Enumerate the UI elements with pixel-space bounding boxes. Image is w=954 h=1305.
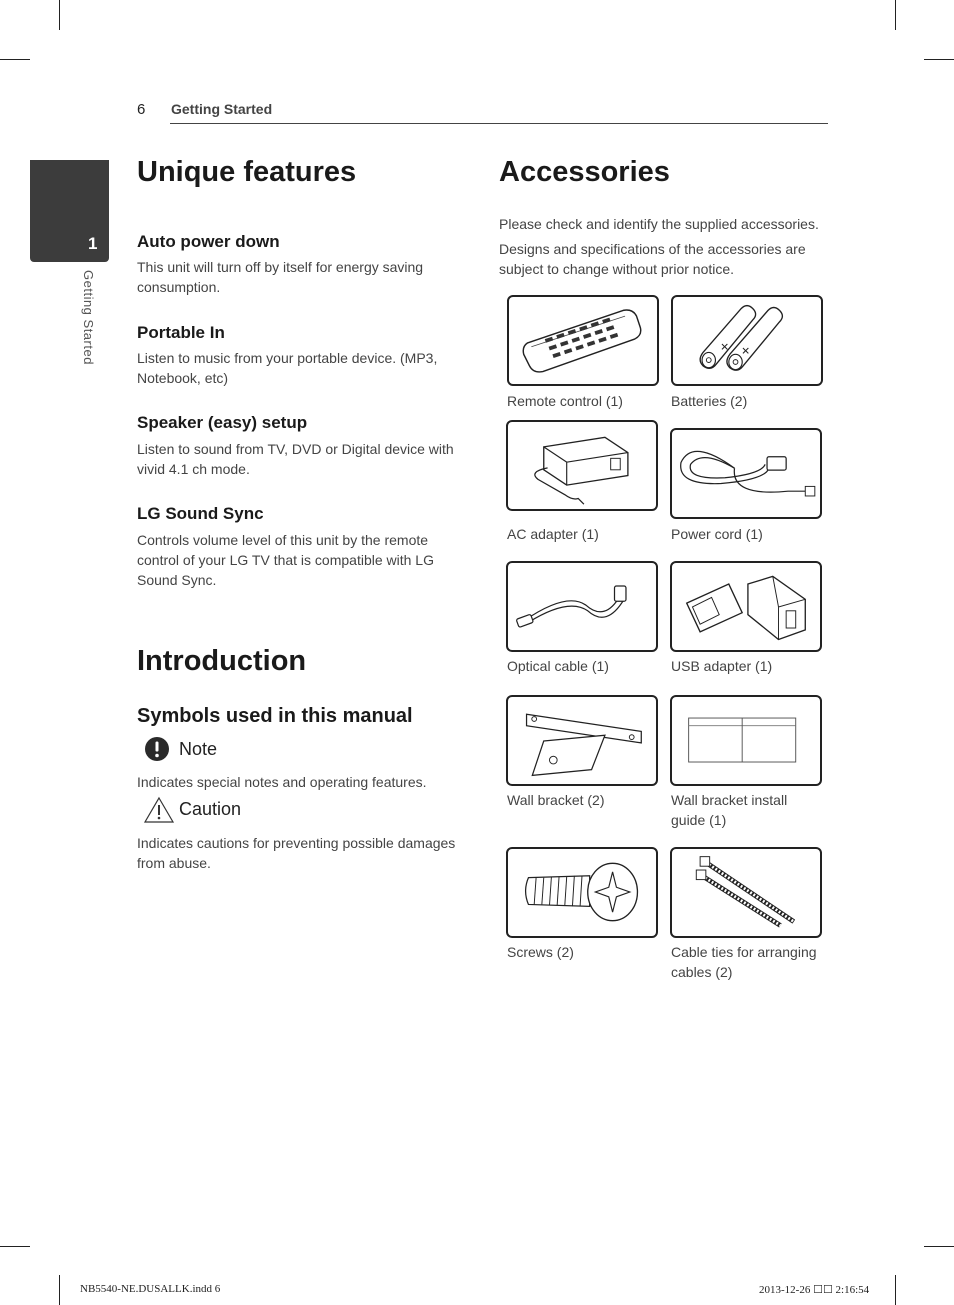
feature-auto-power-down: [137, 232, 467, 297]
accessory-image-usb-adapter: [670, 561, 822, 652]
svg-text:✕: ✕: [741, 345, 751, 358]
note-label: Note: [179, 739, 218, 759]
header-rule: [170, 123, 828, 124]
footer-file-name: NB5540-NE.DUSALLK.indd 6: [80, 1283, 221, 1295]
accessory-image-remote-control: [507, 295, 659, 386]
feature-text: Listen to music from your portable device. (MP3, Notebook, etc): [137, 350, 438, 386]
chapter-number: 1: [88, 234, 98, 253]
wall-bracket-icon: [508, 697, 656, 784]
feature-speaker-setup: [137, 413, 467, 479]
note-text: Indicates special notes and operating features.: [137, 774, 427, 790]
crop-mark: [0, 1246, 30, 1247]
accessories-intro-1: Please check and identify the supplied accessories.: [499, 216, 819, 232]
unique-features-title: Unique features: [137, 156, 357, 188]
accessory-image-power-cord: [670, 428, 822, 519]
install-guide-icon: [672, 697, 820, 784]
accessories-intro-2: Designs and specifications of the accessories are subject to change without prior notice.: [499, 241, 806, 277]
accessory-image-screws: [506, 847, 658, 938]
screw-icon: [508, 849, 656, 936]
caution-label: Caution: [179, 799, 242, 819]
feature-lg-sound-sync: [137, 504, 457, 590]
caution-symbol: [143, 796, 175, 824]
crop-mark: [59, 1275, 60, 1305]
crop-mark: [924, 59, 954, 60]
accessory-caption: USB adapter (1): [671, 658, 773, 674]
usb-adapter-icon: [672, 563, 820, 650]
feature-heading: Auto power down: [137, 232, 280, 251]
accessory-image-ac-adapter: [506, 420, 658, 511]
accessory-image-install-guide: [670, 695, 822, 786]
accessory-caption: Optical cable (1): [507, 658, 609, 674]
note-symbol: [144, 736, 172, 764]
accessory-caption: Cable ties for arranging cables (2): [671, 944, 817, 980]
accessory-image-wall-bracket: [506, 695, 658, 786]
accessory-image-optical-cable: [506, 561, 658, 652]
exclamation-icon: [144, 736, 172, 764]
remote-control-icon: [509, 297, 657, 384]
feature-heading: LG Sound Sync: [137, 504, 264, 523]
crop-mark: [0, 59, 30, 60]
accessory-caption: Wall bracket install guide (1): [671, 792, 788, 828]
ac-adapter-icon: [508, 422, 656, 509]
feature-heading: Speaker (easy) setup: [137, 413, 308, 432]
feature-portable-in: [137, 323, 467, 388]
crop-mark: [59, 0, 60, 30]
accessory-caption: Remote control (1): [507, 393, 623, 409]
footer-timestamp: 2013-12-26 ☐☐ 2:16:54: [759, 1284, 870, 1296]
accessory-caption: Screws (2): [507, 944, 574, 960]
cable-ties-icon: [672, 849, 820, 936]
accessory-image-cable-ties: [670, 847, 822, 938]
optical-cable-icon: [508, 563, 656, 650]
chapter-label: Getting Started: [81, 270, 96, 365]
feature-text: Listen to sound from TV, DVD or Digital device with vivid 4.1 ch mode.: [137, 441, 454, 477]
crop-mark: [895, 1275, 896, 1305]
header-section-title: Getting Started: [171, 101, 273, 117]
warning-triangle-icon: [143, 796, 175, 824]
batteries-icon: [673, 297, 821, 384]
caution-text: Indicates cautions for preventing possible damages from abuse.: [137, 835, 456, 871]
symbols-heading: Symbols used in this manual: [137, 705, 413, 727]
feature-text: This unit will turn off by itself for energy saving consumption.: [137, 259, 424, 295]
page-number: 6: [137, 101, 146, 118]
crop-mark: [924, 1246, 954, 1247]
crop-mark: [895, 0, 896, 30]
introduction-title: Introduction: [137, 645, 307, 677]
accessory-caption: Wall bracket (2): [507, 792, 605, 808]
svg-text:✕: ✕: [720, 341, 730, 354]
accessory-caption: Power cord (1): [671, 526, 763, 542]
accessory-image-batteries: [671, 295, 823, 386]
power-cord-icon: [672, 430, 820, 517]
feature-text: Controls volume level of this unit by the remote control of your LG TV that is compatible with LG Sound Sync.: [137, 532, 434, 588]
feature-heading: Portable In: [137, 323, 225, 342]
accessory-caption: AC adapter (1): [507, 526, 599, 542]
accessories-title: Accessories: [499, 156, 670, 188]
accessory-caption: Batteries (2): [671, 393, 748, 409]
